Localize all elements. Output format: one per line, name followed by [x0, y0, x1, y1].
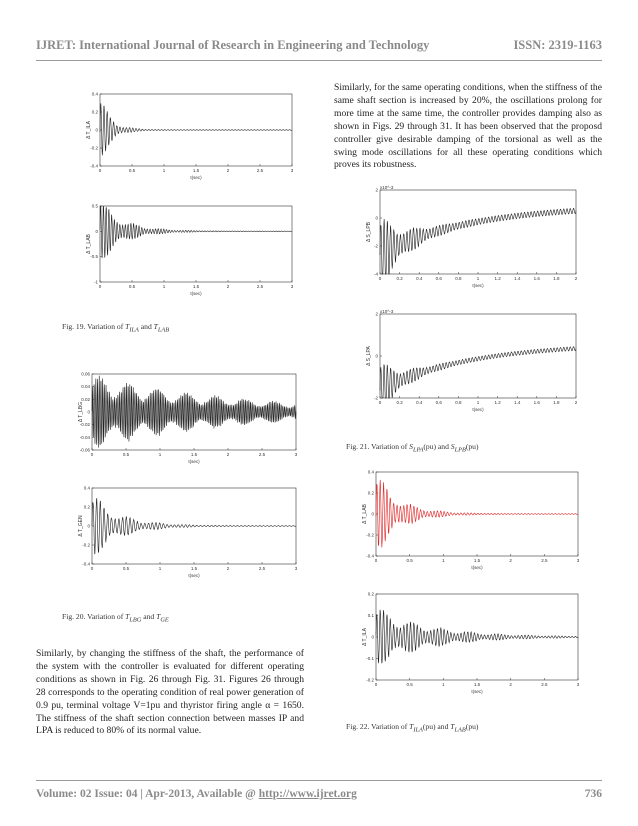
right-paragraph: Similarly, for the same operating conditions, when the stiffness of the same shaft section is increased by 20%, the oscillations prolong for more time at the same time, the controller provides damping also as shown in Figs. 29 through 31. It has been observed that the proposd controller give desirable damping of the torsional as well as the swing mode oscillations for all these operating conditions which proves its robustness. — [334, 82, 602, 171]
journal-title: IJRET: International Journal of Research in Engineering and Technology — [36, 38, 430, 52]
chart-fig21-top — [366, 184, 580, 292]
x-tick-label: 1 — [162, 168, 166, 173]
y-tick-label: 0.06 — [81, 371, 90, 377]
x-tick-label: 0 — [90, 566, 94, 571]
y-tick-label: 0.5 — [91, 203, 98, 209]
x-tick-label: 2 — [509, 682, 512, 687]
series-line — [376, 480, 578, 548]
x-tick-label: 0.5 — [406, 558, 413, 563]
x-tick-label: 0.2 — [396, 276, 403, 281]
series-line — [92, 376, 296, 448]
y-tick-label: -0.4 — [82, 561, 90, 567]
plot-frame — [100, 206, 292, 282]
caption-fig19: Fig. 19. Variation of $T_{ILA}$ and $T_{LAB}$ — [62, 322, 170, 334]
series-line — [376, 610, 578, 663]
x-tick-label: 0.8 — [455, 400, 462, 405]
caption-fig22: Fig. 22. Variation of $T_{ILA}(pu)$ and $T_{LAB}(pu)$ — [346, 722, 479, 734]
y-tick-label: 0.4 — [91, 91, 98, 97]
y-tick-label: 0 — [95, 127, 98, 133]
x-tick-label: 0 — [98, 284, 102, 289]
x-tick-label: 2.5 — [541, 558, 548, 563]
x-tick-label: 0.4 — [416, 276, 423, 281]
x-tick-label: 2.5 — [256, 284, 264, 289]
x-tick-label: 1 — [476, 276, 480, 281]
x-axis-label: t(sec) — [471, 565, 483, 570]
chart-fig22-bottom — [362, 588, 582, 698]
x-tick-label: 0.6 — [435, 400, 442, 405]
series-line — [380, 208, 576, 274]
x-tick-label: 1.2 — [494, 400, 501, 405]
footer-rule — [36, 780, 602, 781]
x-tick-label: 0.5 — [122, 452, 130, 457]
x-axis-label: t(sec) — [190, 291, 202, 296]
y-axis-label: Δ T_ILA — [362, 628, 368, 646]
y-tick-label: 0.2 — [83, 504, 90, 510]
chart-fig19-top — [86, 88, 296, 184]
y-tick-label: -2 — [373, 243, 378, 249]
y-tick-label: 0 — [87, 523, 90, 529]
x-axis-label: t(sec) — [188, 459, 200, 464]
y-axis-label: Δ S_LPA — [366, 346, 372, 366]
y-tick-label: 2 — [375, 311, 378, 317]
x-tick-label: 1.5 — [192, 168, 200, 173]
x-tick-label: 1.6 — [533, 276, 540, 281]
x-tick-label: 3 — [290, 168, 294, 173]
x-tick-label: 2 — [226, 284, 230, 289]
x-tick-label: 0.5 — [406, 682, 413, 687]
y-tick-label: 0 — [371, 511, 374, 517]
y-tick-label: -0.1 — [366, 656, 374, 661]
x-tick-label: 1 — [162, 284, 166, 289]
y-exponent-label: x10^-3 — [380, 309, 394, 314]
x-tick-label: 0.5 — [122, 566, 130, 571]
x-tick-label: 0 — [374, 558, 378, 563]
x-tick-label: 1 — [158, 452, 162, 457]
chart-fig20-top — [78, 368, 300, 468]
series-line — [100, 206, 292, 258]
x-axis-label: t(sec) — [472, 283, 484, 288]
y-tick-label: -0.4 — [366, 553, 374, 559]
x-axis-label: t(sec) — [471, 689, 483, 694]
x-tick-label: 1 — [158, 566, 162, 571]
x-tick-label: 1.4 — [514, 400, 521, 405]
x-tick-label: 2.5 — [256, 168, 264, 173]
caption-fig21: Fig. 21. Variation of $S_{LPA}(pu)$ and $S_{LPB}(pu)$ — [346, 442, 479, 454]
x-tick-label: 2 — [226, 566, 230, 571]
x-tick-label: 2 — [226, 452, 230, 457]
x-axis-label: t(sec) — [188, 573, 200, 578]
y-tick-label: 0 — [375, 215, 378, 221]
x-tick-label: 3 — [576, 558, 580, 563]
x-tick-label: 2.5 — [258, 566, 266, 571]
journal-link[interactable]: http://www.ijret.org — [258, 788, 357, 800]
running-header — [36, 38, 602, 53]
x-tick-label: 0.6 — [435, 276, 442, 281]
y-tick-label: -0.2 — [366, 677, 374, 683]
y-tick-label: -0.2 — [366, 532, 374, 538]
x-tick-label: 0 — [378, 400, 382, 405]
x-tick-label: 2 — [574, 400, 578, 405]
plot-frame — [380, 314, 576, 398]
series-line — [380, 347, 576, 398]
x-tick-label: 2.5 — [258, 452, 266, 457]
y-tick-label: -4 — [373, 271, 378, 277]
x-tick-label: 1.5 — [473, 682, 481, 687]
chart-fig21-bottom — [366, 308, 580, 416]
y-tick-label: -0.06 — [79, 447, 90, 453]
x-tick-label: 1.8 — [553, 400, 560, 405]
y-tick-label: 0.02 — [81, 396, 90, 402]
x-tick-label: 1.6 — [533, 400, 540, 405]
x-tick-label: 3 — [294, 566, 298, 571]
y-tick-label: 0 — [375, 353, 378, 359]
y-tick-label: 0.2 — [91, 109, 98, 115]
y-axis-label: Δ T_ILA — [86, 121, 92, 139]
caption-fig20: Fig. 20. Variation of $T_{LBG}$ and $T_{GE}$ — [62, 612, 169, 624]
x-tick-label: 0 — [374, 682, 378, 687]
x-tick-label: 1 — [442, 682, 445, 687]
x-axis-label: t(sec) — [472, 407, 484, 412]
y-tick-label: -0.5 — [90, 254, 98, 260]
y-tick-label: -2 — [373, 395, 378, 401]
left-paragraph: Similarly, by changing the stiffness of the shaft, the performance of the system with the controller is evaluated for different operating conditions as shown in Fig. 26 through Fig. 31. Figures 26 through 28 corresponds to the operating condition of real power generation of 0.9 pu, terminal voltage V=1pu and thyristor firing angle α = 1650. The stiffness of the shaft section connection between masses IP and LPA is reduced to 80% of its normal value. — [36, 648, 304, 737]
x-tick-label: 0 — [98, 168, 102, 173]
y-axis-label: Δ T_GEN — [78, 515, 84, 537]
x-tick-label: 0.5 — [128, 284, 136, 289]
x-tick-label: 1 — [442, 558, 445, 563]
chart-fig20-bottom — [78, 482, 300, 582]
x-tick-label: 1.4 — [514, 276, 521, 281]
series-line — [92, 498, 296, 554]
running-footer — [36, 788, 602, 800]
volume-info: Volume: 02 Issue: 04 | Apr-2013, Available @ — [36, 788, 259, 800]
header-rule — [36, 60, 602, 61]
chart-fig22-top — [362, 466, 582, 574]
y-tick-label: 0 — [95, 228, 98, 234]
x-tick-label: 3 — [576, 682, 580, 687]
x-tick-label: 0 — [90, 452, 94, 457]
x-tick-label: 1.5 — [192, 284, 200, 289]
y-tick-label: 2 — [375, 187, 378, 193]
issn: ISSN: 2319-1163 — [513, 38, 602, 52]
x-axis-label: t(sec) — [190, 175, 202, 180]
page-number: 736 — [584, 788, 602, 800]
x-tick-label: 1.5 — [190, 566, 198, 571]
y-axis-label: Δ S_LPB — [366, 221, 372, 243]
y-axis-label: Δ T_LBG — [78, 401, 84, 423]
y-axis-label: Δ T_LAB — [86, 234, 92, 254]
y-tick-label: 0 — [87, 409, 90, 415]
x-tick-label: 1.8 — [553, 276, 560, 281]
x-tick-label: 2 — [226, 168, 230, 173]
y-tick-label: 0.2 — [367, 591, 374, 597]
y-tick-label: 0.4 — [367, 469, 374, 475]
series-line — [100, 103, 292, 155]
x-tick-label: 1.2 — [494, 276, 501, 281]
y-tick-label: -1 — [93, 279, 98, 285]
x-tick-label: 3 — [290, 284, 294, 289]
x-tick-label: 2 — [574, 276, 578, 281]
y-tick-label: -0.2 — [82, 542, 90, 548]
y-axis-label: Δ T_LAB — [362, 504, 368, 524]
y-tick-label: -0.04 — [79, 434, 90, 440]
y-tick-label: 0.1 — [367, 613, 374, 618]
y-tick-label: 0.04 — [81, 384, 90, 390]
plot-frame — [380, 190, 576, 274]
x-tick-label: 3 — [294, 452, 298, 457]
x-tick-label: 1.5 — [473, 558, 481, 563]
y-tick-label: 0.2 — [367, 490, 374, 496]
y-exponent-label: x10^-3 — [380, 185, 394, 190]
y-tick-label: 0.4 — [83, 485, 90, 491]
chart-fig19-bottom — [86, 200, 296, 300]
x-tick-label: 0.2 — [396, 400, 403, 405]
x-tick-label: 2 — [509, 558, 512, 563]
x-tick-label: 0.5 — [128, 168, 136, 173]
x-tick-label: 1.5 — [190, 452, 198, 457]
y-tick-label: -0.02 — [79, 422, 90, 428]
x-tick-label: 2.5 — [541, 682, 548, 687]
y-tick-label: -0.4 — [90, 163, 98, 169]
x-tick-label: 0.4 — [416, 400, 423, 405]
y-tick-label: 0 — [371, 634, 374, 640]
x-tick-label: 0 — [378, 276, 382, 281]
y-tick-label: -0.2 — [90, 145, 98, 151]
x-tick-label: 1 — [476, 400, 480, 405]
x-tick-label: 0.8 — [455, 276, 462, 281]
